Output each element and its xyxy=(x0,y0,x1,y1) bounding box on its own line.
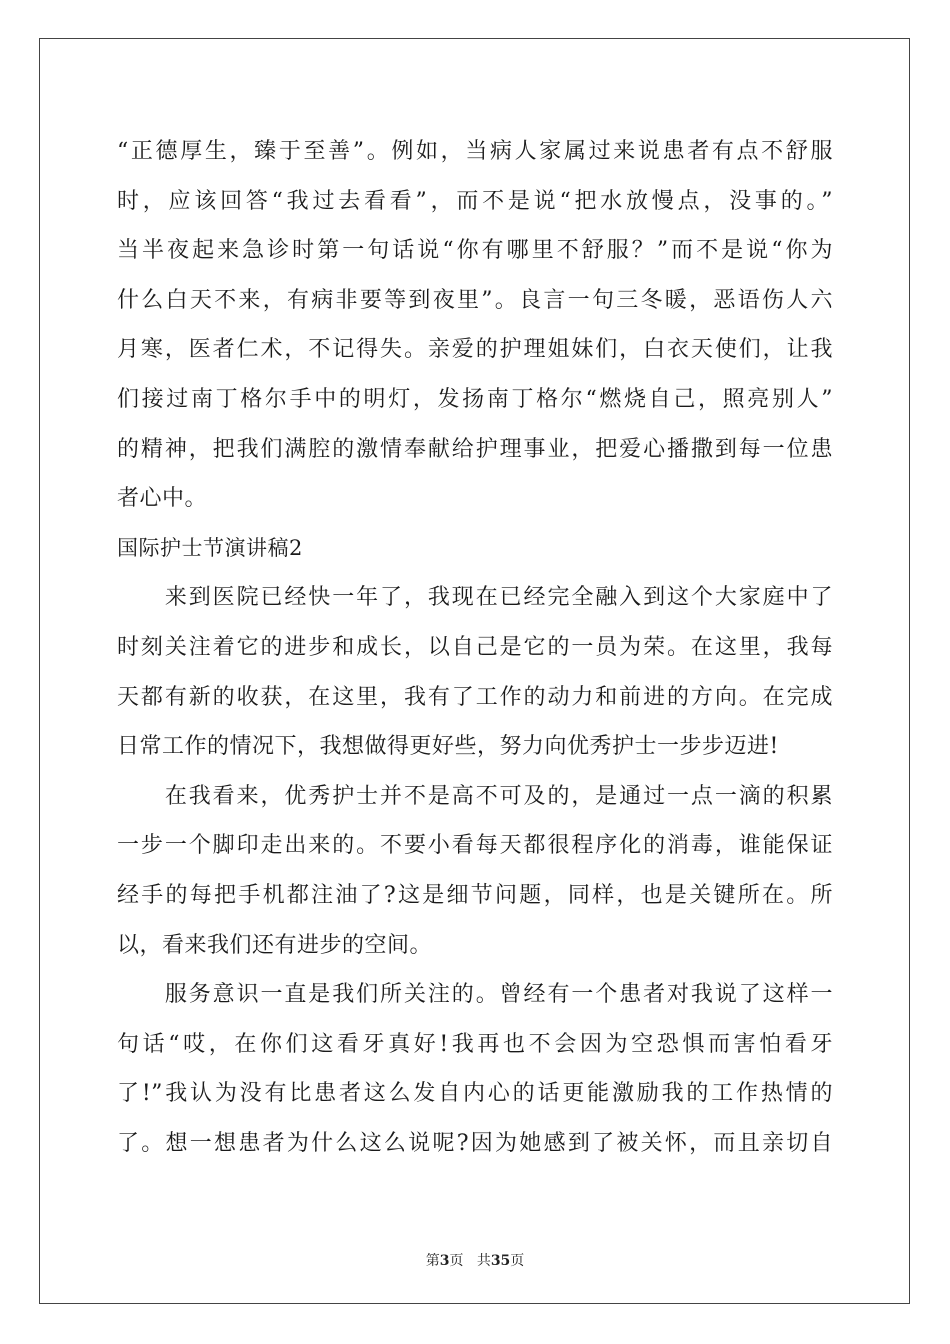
text-line: 以，看来我们还有进步的空间。 xyxy=(117,932,433,958)
text-line: 日常工作的情况下，我想做得更好些，努力向优秀护士一步步迈进! xyxy=(117,734,779,760)
text-line: 了。想一想患者为什么这么说呢?因为她感到了被关怀，而且亲切自 xyxy=(117,1130,833,1156)
page-label-prefix: 第 xyxy=(425,1253,440,1269)
text-line: 时刻关注着它的进步和成长，以自己是它的一员为荣。在这里，我每 xyxy=(117,634,833,660)
text-line: 们接过南丁格尔手中的明灯，发扬南丁格尔“燃烧自己，照亮别人” xyxy=(117,386,833,412)
total-page-count: 35 xyxy=(490,1253,511,1269)
text-line: 一步一个脚印走出来的。不要小看每天都很程序化的消毒，谁能保证 xyxy=(117,833,833,859)
text-line: 经手的每把手机都注油了?这是细节问题，同样，也是关键所在。所 xyxy=(117,882,833,908)
text-line: 当半夜起来急诊时第一句话说“你有哪里不舒服？”而不是说“你为 xyxy=(117,238,833,264)
text-line: 月寒，医者仁术，不记得失。亲爱的护理姐妹们，白衣天使们，让我 xyxy=(117,337,833,363)
text-line: 句话“哎，在你们这看牙真好!我再也不会因为空恐惧而害怕看牙 xyxy=(117,1031,833,1057)
total-label-prefix: 共 xyxy=(476,1253,491,1269)
page-footer xyxy=(0,1250,950,1270)
text-line: 者心中。 xyxy=(117,486,208,512)
text-line: 天都有新的收获，在这里，我有了工作的动力和前进的方向。在完成 xyxy=(117,684,833,710)
text-line: 什么白天不来，有病非要等到夜里”。良言一句三冬暖，恶语伤人六 xyxy=(117,287,833,313)
page-label-unit: 页 xyxy=(449,1253,464,1269)
text-line: “正德厚生，臻于至善”。例如，当病人家属过来说患者有点不舒服 xyxy=(117,139,833,164)
text-line: 了!”我认为没有比患者这么发自内心的话更能激励我的工作热情的 xyxy=(117,1081,833,1107)
text-line: 在我看来，优秀护士并不是高不可及的，是通过一点一滴的积累 xyxy=(117,783,833,809)
text-line: 服务意识一直是我们所关注的。曾经有一个患者对我说了这样一 xyxy=(117,982,833,1008)
document-body xyxy=(117,127,833,1168)
current-page-number: 3 xyxy=(439,1253,450,1269)
text-line: 的精神，把我们满腔的激情奉献给护理事业，把爱心播撒到每一位患 xyxy=(117,436,833,462)
section-heading: 国际护士节演讲稿2 xyxy=(117,535,303,560)
text-line: 时，应该回答“我过去看看”，而不是说“把水放慢点，没事的。” xyxy=(117,188,833,214)
text-line: 来到医院已经快一年了，我现在已经完全融入到这个大家庭中了 xyxy=(117,585,833,611)
total-label-unit: 页 xyxy=(510,1253,525,1269)
